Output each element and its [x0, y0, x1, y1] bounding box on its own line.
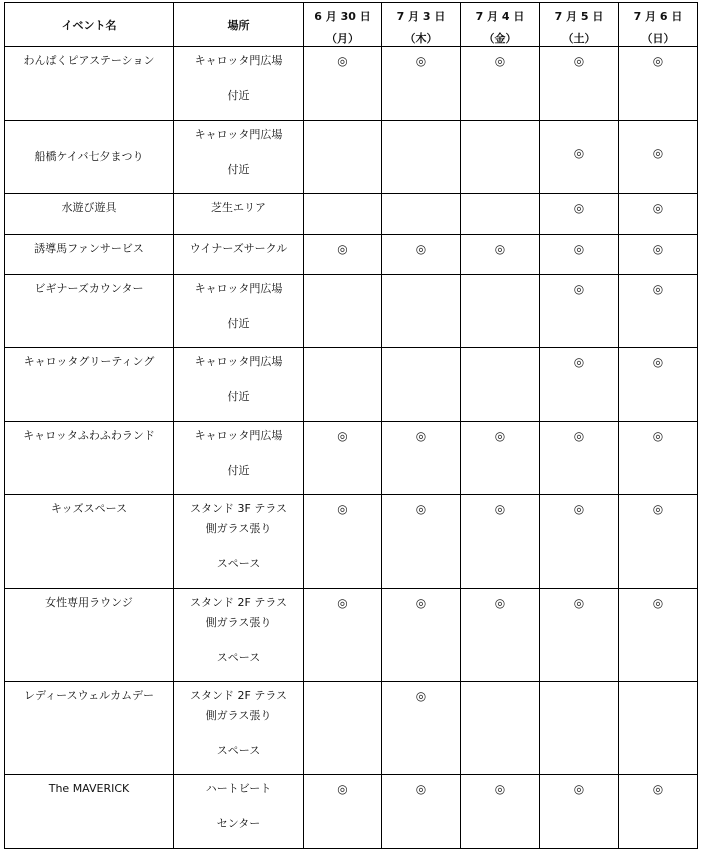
held-mark: ◎: [494, 429, 506, 443]
date-cell-5: [619, 422, 698, 495]
date-cell-4: [540, 589, 619, 682]
date-cell-3: [461, 682, 540, 775]
date-cell-3: [461, 775, 540, 849]
table-row: [5, 589, 698, 682]
date-cell-4: [540, 422, 619, 495]
date-cell-4: [540, 775, 619, 849]
header-date-1: 6 月 30 日 （月）: [304, 3, 382, 47]
date-cell-1: [304, 495, 382, 589]
date-cell-1: [304, 47, 382, 121]
date-cell-1: [304, 589, 382, 682]
table-row: [5, 275, 698, 348]
table-row: [5, 194, 698, 235]
date-cell-4: [540, 235, 619, 275]
held-mark: ◎: [652, 146, 664, 160]
header-location: 場所: [174, 3, 304, 47]
location-cell: スタンド 2F テラス 側ガラス張り スペース: [174, 682, 304, 775]
held-mark: ◎: [652, 782, 664, 796]
table-row: [5, 775, 698, 849]
date-cell-2: [382, 682, 461, 775]
held-mark: ◎: [573, 429, 585, 443]
held-mark: ◎: [573, 201, 585, 215]
date-cell-4: [540, 194, 619, 235]
held-mark: ◎: [573, 782, 585, 796]
held-mark: ◎: [652, 242, 664, 256]
date-cell-1: [304, 121, 382, 194]
held-mark: ◎: [337, 54, 348, 68]
date-cell-3: [461, 422, 540, 495]
date-cell-3: [461, 348, 540, 422]
date-cell-3: [461, 589, 540, 682]
date-cell-5: [619, 275, 698, 348]
date-cell-4: [540, 275, 619, 348]
date-cell-2: [382, 775, 461, 849]
held-mark: ◎: [337, 502, 348, 516]
event-name-cell: 誘導馬ファンサービス: [5, 235, 174, 275]
held-mark: ◎: [337, 782, 348, 796]
header-row: [5, 3, 698, 47]
location-cell: キャロッタ門広場 付近: [174, 275, 304, 348]
date-cell-1: [304, 275, 382, 348]
header-date-2: 7 月 3 日 （木）: [382, 3, 461, 47]
held-mark: ◎: [415, 242, 427, 256]
event-name-cell: The MAVERICK: [5, 775, 174, 849]
date-cell-3: [461, 121, 540, 194]
date-cell-5: [619, 589, 698, 682]
held-mark: ◎: [494, 782, 506, 796]
date-cell-5: [619, 495, 698, 589]
date-cell-2: [382, 194, 461, 235]
date-cell-3: [461, 275, 540, 348]
held-mark: ◎: [573, 596, 585, 610]
table-row: [5, 348, 698, 422]
held-mark: ◎: [415, 689, 427, 703]
held-mark: ◎: [652, 355, 664, 369]
held-mark: ◎: [573, 146, 585, 160]
date-cell-2: [382, 121, 461, 194]
table-row: [5, 495, 698, 589]
held-mark: ◎: [337, 596, 348, 610]
held-mark: ◎: [415, 596, 427, 610]
date-cell-3: [461, 235, 540, 275]
held-mark: ◎: [494, 242, 506, 256]
date-cell-5: [619, 682, 698, 775]
held-mark: ◎: [337, 429, 348, 443]
held-mark: ◎: [652, 502, 664, 516]
table-row: [5, 422, 698, 495]
event-name-cell: キッズスペース: [5, 495, 174, 589]
held-mark: ◎: [337, 242, 348, 256]
held-mark: ◎: [652, 201, 664, 215]
date-cell-5: [619, 47, 698, 121]
event-name-cell: レディースウェルカムデー: [5, 682, 174, 775]
table-row: [5, 235, 698, 275]
date-cell-1: [304, 235, 382, 275]
header-date-5: 7 月 6 日 （日）: [619, 3, 698, 47]
held-mark: ◎: [415, 782, 427, 796]
event-name-cell: 女性専用ラウンジ: [5, 589, 174, 682]
table-row: [5, 682, 698, 775]
held-mark: ◎: [494, 54, 506, 68]
held-mark: ◎: [652, 54, 664, 68]
held-mark: ◎: [415, 54, 427, 68]
held-mark: ◎: [494, 596, 506, 610]
event-name-cell: ビギナーズカウンター: [5, 275, 174, 348]
date-cell-4: [540, 47, 619, 121]
header-date-4: 7 月 5 日 （土）: [540, 3, 619, 47]
date-cell-2: [382, 47, 461, 121]
date-cell-2: [382, 275, 461, 348]
date-cell-3: [461, 47, 540, 121]
date-cell-1: [304, 348, 382, 422]
held-mark: ◎: [652, 429, 664, 443]
date-cell-2: [382, 422, 461, 495]
location-cell: キャロッタ門広場 付近: [174, 348, 304, 422]
location-cell: ウイナーズサークル: [174, 235, 304, 275]
header-event: イベント名: [5, 3, 174, 47]
held-mark: ◎: [573, 355, 585, 369]
location-cell: キャロッタ門広場 付近: [174, 121, 304, 194]
held-mark: ◎: [652, 282, 664, 296]
header-date-3: 7 月 4 日 （金）: [461, 3, 540, 47]
date-cell-4: [540, 682, 619, 775]
date-cell-4: [540, 495, 619, 589]
date-cell-5: [619, 775, 698, 849]
held-mark: ◎: [573, 54, 585, 68]
held-mark: ◎: [415, 429, 427, 443]
date-cell-2: [382, 495, 461, 589]
location-cell: キャロッタ門広場 付近: [174, 47, 304, 121]
date-cell-4: [540, 348, 619, 422]
event-name-cell: キャロッタふわふわランド: [5, 422, 174, 495]
date-cell-2: [382, 348, 461, 422]
date-cell-5: [619, 194, 698, 235]
table-row: [5, 47, 698, 121]
location-cell: キャロッタ門広場 付近: [174, 422, 304, 495]
date-cell-5: [619, 235, 698, 275]
date-cell-2: [382, 235, 461, 275]
held-mark: ◎: [573, 242, 585, 256]
date-cell-1: [304, 194, 382, 235]
location-cell: スタンド 3F テラス 側ガラス張り スペース: [174, 495, 304, 589]
event-name-cell: わんぱくピアステーション: [5, 47, 174, 121]
held-mark: ◎: [573, 502, 585, 516]
date-cell-2: [382, 589, 461, 682]
date-cell-5: [619, 121, 698, 194]
event-name-cell: キャロッタグリーティング: [5, 348, 174, 422]
location-cell: ハートビート センター: [174, 775, 304, 849]
date-cell-4: [540, 121, 619, 194]
location-cell: スタンド 2F テラス 側ガラス張り スペース: [174, 589, 304, 682]
held-mark: ◎: [415, 502, 427, 516]
date-cell-3: [461, 194, 540, 235]
held-mark: ◎: [573, 282, 585, 296]
location-cell: 芝生エリア: [174, 194, 304, 235]
held-mark: ◎: [494, 502, 506, 516]
date-cell-1: [304, 775, 382, 849]
event-name-cell: 船橋ケイバ七夕まつり: [5, 121, 174, 194]
held-mark: ◎: [652, 596, 664, 610]
event-name-cell: 水遊び遊具: [5, 194, 174, 235]
date-cell-1: [304, 682, 382, 775]
table-row: [5, 121, 698, 194]
event-schedule-table: [4, 2, 698, 849]
date-cell-5: [619, 348, 698, 422]
date-cell-1: [304, 422, 382, 495]
date-cell-3: [461, 495, 540, 589]
